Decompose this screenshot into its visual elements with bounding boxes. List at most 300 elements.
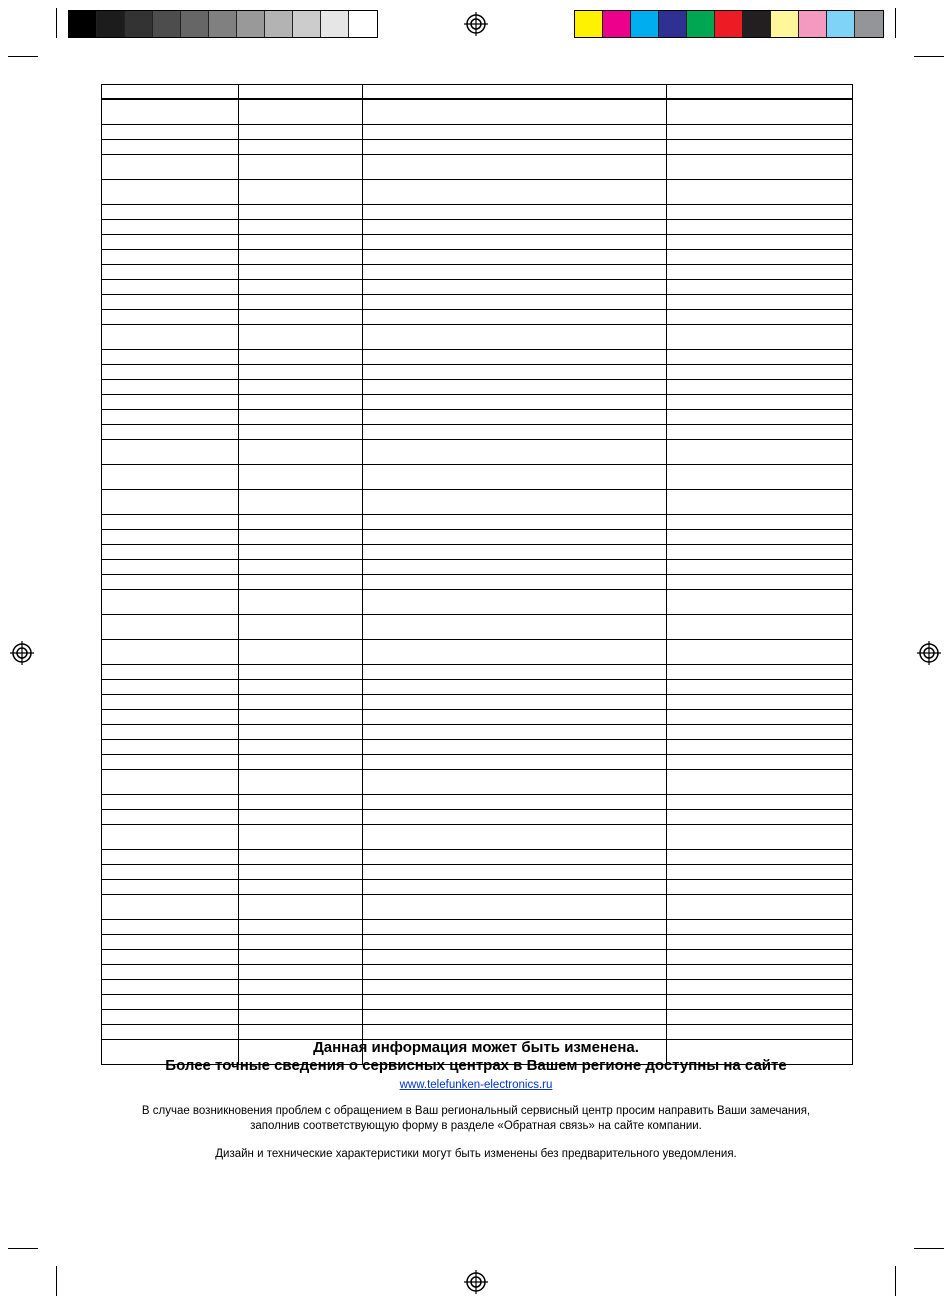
table-row — [102, 965, 853, 980]
table-cell — [667, 980, 853, 995]
table-cell — [102, 295, 239, 310]
table-row — [102, 395, 853, 410]
table-cell — [667, 205, 853, 220]
table-cell — [667, 755, 853, 770]
table-row — [102, 235, 853, 250]
color-swatch — [97, 11, 125, 37]
table-cell — [102, 850, 239, 865]
table-row — [102, 665, 853, 680]
table-cell — [102, 350, 239, 365]
table-cell — [239, 920, 363, 935]
table-cell — [239, 410, 363, 425]
design-disclaimer: Дизайн и технические характеристики могут быть изменены без предварительного уведомления. — [215, 1148, 737, 1160]
table-cell — [363, 810, 667, 825]
table-row — [102, 880, 853, 895]
table-cell — [363, 280, 667, 295]
table-cell — [667, 795, 853, 810]
color-swatch — [265, 11, 293, 37]
table-cell — [667, 365, 853, 380]
table-cell — [239, 1010, 363, 1025]
table-cell — [667, 250, 853, 265]
table-cell — [667, 490, 853, 515]
table-cell — [667, 935, 853, 950]
table-cell — [102, 740, 239, 755]
table-cell — [102, 425, 239, 440]
table-cell — [239, 695, 363, 710]
table-cell — [239, 440, 363, 465]
service-center-table — [101, 84, 853, 1065]
table-row — [102, 755, 853, 770]
table-cell — [363, 265, 667, 280]
table-cell — [102, 920, 239, 935]
table-cell — [239, 865, 363, 880]
table-cell — [239, 665, 363, 680]
color-swatch — [69, 11, 97, 37]
color-swatch — [237, 11, 265, 37]
table-cell — [667, 965, 853, 980]
table-row — [102, 680, 853, 695]
notice-change-warning: Данная информация может быть изменена. — [313, 1039, 639, 1056]
color-swatch — [799, 11, 827, 37]
table-cell — [363, 310, 667, 325]
table-cell — [239, 590, 363, 615]
feedback-text-line2: заполнив соответствующую форму в разделе «Обратная связь» на сайте компании. — [250, 1120, 702, 1132]
crop-mark — [56, 1266, 57, 1296]
table-row — [102, 710, 853, 725]
table-cell — [667, 710, 853, 725]
table-cell — [363, 350, 667, 365]
table-row — [102, 560, 853, 575]
table-cell — [363, 465, 667, 490]
table-row — [102, 220, 853, 235]
color-swatch — [687, 11, 715, 37]
table-cell — [239, 295, 363, 310]
table-cell — [102, 515, 239, 530]
table-row — [102, 615, 853, 640]
table-row — [102, 740, 853, 755]
table-cell — [667, 515, 853, 530]
table-cell — [363, 365, 667, 380]
table-row — [102, 515, 853, 530]
table-cell — [363, 1010, 667, 1025]
table-cell — [239, 740, 363, 755]
table-cell — [102, 180, 239, 205]
table-cell — [363, 575, 667, 590]
table-cell — [667, 725, 853, 740]
table-row — [102, 1025, 853, 1040]
table-cell — [239, 395, 363, 410]
table-row — [102, 350, 853, 365]
crop-mark — [8, 1248, 38, 1249]
crop-mark — [895, 1266, 896, 1296]
table-cell — [102, 280, 239, 295]
table-row — [102, 490, 853, 515]
table-cell — [363, 155, 667, 180]
table-cell — [363, 545, 667, 560]
table-cell — [102, 140, 239, 155]
table-cell — [363, 425, 667, 440]
registration-target-icon — [464, 12, 488, 36]
table-row — [102, 440, 853, 465]
table-cell — [102, 325, 239, 350]
table-cell — [363, 490, 667, 515]
table-row — [102, 995, 853, 1010]
table-cell — [363, 640, 667, 665]
table-row — [102, 950, 853, 965]
table-row — [102, 125, 853, 140]
table-cell — [239, 350, 363, 365]
table-cell — [102, 125, 239, 140]
table-row — [102, 180, 853, 205]
table-cell — [667, 235, 853, 250]
table-cell — [102, 310, 239, 325]
table-cell — [239, 545, 363, 560]
registration-target-icon — [464, 1270, 488, 1294]
table-cell — [239, 280, 363, 295]
table-cell — [363, 770, 667, 795]
table-cell — [102, 465, 239, 490]
table-cell — [363, 140, 667, 155]
table-cell — [102, 710, 239, 725]
table-cell — [667, 575, 853, 590]
color-swatch — [125, 11, 153, 37]
table-cell — [667, 950, 853, 965]
table-row — [102, 980, 853, 995]
color-swatch — [153, 11, 181, 37]
table-cell — [102, 235, 239, 250]
table-cell — [667, 410, 853, 425]
table-row — [102, 810, 853, 825]
table-cell — [102, 205, 239, 220]
header-cell — [239, 85, 363, 100]
table-cell — [239, 250, 363, 265]
table-cell — [667, 380, 853, 395]
color-swatch — [715, 11, 743, 37]
table-cell — [363, 1025, 667, 1040]
table-cell — [239, 755, 363, 770]
table-cell — [239, 710, 363, 725]
table-cell — [363, 380, 667, 395]
table-row — [102, 895, 853, 920]
table-row — [102, 770, 853, 795]
table-cell — [363, 680, 667, 695]
table-cell — [363, 755, 667, 770]
table-cell — [363, 440, 667, 465]
table-cell — [667, 850, 853, 865]
table-cell — [239, 220, 363, 235]
table-cell — [667, 825, 853, 850]
table-cell — [667, 865, 853, 880]
table-cell — [102, 665, 239, 680]
table-cell — [363, 895, 667, 920]
table-body — [102, 85, 853, 1065]
table-cell — [102, 810, 239, 825]
crop-mark — [56, 8, 57, 38]
table-cell — [239, 99, 363, 125]
table-cell — [363, 515, 667, 530]
table-cell — [239, 880, 363, 895]
table-cell — [102, 795, 239, 810]
table-cell — [102, 935, 239, 950]
table-cell — [239, 560, 363, 575]
table-cell — [667, 895, 853, 920]
table-cell — [667, 640, 853, 665]
table-cell — [667, 465, 853, 490]
header-cell — [102, 85, 239, 100]
table-cell — [667, 220, 853, 235]
table-cell — [667, 995, 853, 1010]
table-cell — [363, 295, 667, 310]
table-cell — [667, 125, 853, 140]
table-cell — [102, 880, 239, 895]
table-cell — [667, 1010, 853, 1025]
table-cell — [667, 1025, 853, 1040]
table-row — [102, 280, 853, 295]
table-row — [102, 410, 853, 425]
registration-target-icon — [917, 641, 941, 665]
color-swatch — [771, 11, 799, 37]
table-row — [102, 250, 853, 265]
crop-mark — [914, 1248, 944, 1249]
table-cell — [239, 680, 363, 695]
table-cell — [363, 530, 667, 545]
table-row — [102, 850, 853, 865]
table-cell — [102, 695, 239, 710]
table-cell — [667, 280, 853, 295]
table-cell — [239, 325, 363, 350]
table-row — [102, 575, 853, 590]
table-cell — [239, 575, 363, 590]
table-cell — [102, 410, 239, 425]
table-cell — [363, 795, 667, 810]
table-cell — [102, 995, 239, 1010]
table-cell — [102, 99, 239, 125]
table-cell — [667, 810, 853, 825]
table-cell — [667, 920, 853, 935]
table-cell — [667, 680, 853, 695]
table-row — [102, 640, 853, 665]
table-cell — [667, 395, 853, 410]
crop-mark — [914, 56, 944, 57]
table-cell — [102, 965, 239, 980]
color-swatch — [659, 11, 687, 37]
table-cell — [667, 590, 853, 615]
color-swatch — [827, 11, 855, 37]
table-row — [102, 365, 853, 380]
table-cell — [102, 615, 239, 640]
table-row — [102, 695, 853, 710]
table-header-row — [102, 85, 853, 100]
color-swatch — [575, 11, 603, 37]
table-cell — [239, 980, 363, 995]
table-cell — [667, 99, 853, 125]
table-cell — [363, 980, 667, 995]
table-cell — [667, 350, 853, 365]
table-cell — [667, 615, 853, 640]
table-cell — [102, 895, 239, 920]
table-cell — [239, 770, 363, 795]
table-cell — [239, 365, 363, 380]
table-cell — [667, 295, 853, 310]
table-cell — [102, 365, 239, 380]
table-cell — [363, 125, 667, 140]
table-cell — [239, 235, 363, 250]
table-cell — [239, 490, 363, 515]
table-cell — [363, 205, 667, 220]
table-cell — [102, 1010, 239, 1025]
grayscale-swatch-bar — [68, 10, 378, 38]
header-cell — [363, 85, 667, 100]
table-cell — [239, 640, 363, 665]
table-row — [102, 825, 853, 850]
table-cell — [667, 265, 853, 280]
table-cell — [363, 740, 667, 755]
table-cell — [102, 725, 239, 740]
table-cell — [239, 895, 363, 920]
table-row — [102, 265, 853, 280]
table-cell — [239, 935, 363, 950]
table-row — [102, 425, 853, 440]
table-cell — [239, 180, 363, 205]
table-cell — [239, 515, 363, 530]
table-cell — [239, 265, 363, 280]
table-cell — [363, 880, 667, 895]
table-cell — [239, 205, 363, 220]
color-swatch-bar — [574, 10, 884, 38]
table-cell — [102, 250, 239, 265]
table-row — [102, 1010, 853, 1025]
table-row — [102, 380, 853, 395]
table-cell — [363, 665, 667, 680]
table-cell — [667, 425, 853, 440]
table-row — [102, 865, 853, 880]
table-cell — [102, 590, 239, 615]
registration-target-icon — [10, 641, 34, 665]
table-cell — [363, 590, 667, 615]
table-cell — [239, 850, 363, 865]
table-cell — [102, 640, 239, 665]
table-cell — [363, 710, 667, 725]
table-row — [102, 140, 853, 155]
table-cell — [102, 755, 239, 770]
table-cell — [102, 395, 239, 410]
table-cell — [667, 740, 853, 755]
table-cell — [667, 310, 853, 325]
table-row — [102, 545, 853, 560]
table-cell — [363, 395, 667, 410]
header-cell — [667, 85, 853, 100]
table-row — [102, 310, 853, 325]
table-row — [102, 465, 853, 490]
table-cell — [363, 325, 667, 350]
table-cell — [102, 980, 239, 995]
color-swatch — [855, 11, 883, 37]
table-row — [102, 590, 853, 615]
table-cell — [363, 920, 667, 935]
table-cell — [667, 560, 853, 575]
table-cell — [363, 560, 667, 575]
notice-website-info: Более точные сведения о сервисных центрах в Вашем регионе доступны на сайте — [165, 1057, 787, 1074]
table-cell — [239, 810, 363, 825]
table-cell — [102, 545, 239, 560]
table-cell — [667, 665, 853, 680]
table-cell — [239, 140, 363, 155]
table-cell — [239, 615, 363, 640]
table-cell — [239, 380, 363, 395]
table-cell — [239, 310, 363, 325]
table-row — [102, 99, 853, 125]
table-cell — [363, 99, 667, 125]
table-row — [102, 530, 853, 545]
table-row — [102, 325, 853, 350]
table-cell — [363, 220, 667, 235]
table-cell — [363, 615, 667, 640]
table-cell — [363, 410, 667, 425]
table-cell — [102, 155, 239, 180]
color-swatch — [209, 11, 237, 37]
table-cell — [102, 1025, 239, 1040]
table-cell — [363, 825, 667, 850]
table-row — [102, 155, 853, 180]
table-cell — [102, 530, 239, 545]
table-cell — [102, 380, 239, 395]
table-row — [102, 725, 853, 740]
table-cell — [667, 880, 853, 895]
table-cell — [363, 725, 667, 740]
table-cell — [239, 465, 363, 490]
table-cell — [239, 725, 363, 740]
table-cell — [102, 490, 239, 515]
table-cell — [239, 795, 363, 810]
table-cell — [239, 425, 363, 440]
table-cell — [102, 220, 239, 235]
table-cell — [102, 950, 239, 965]
table-cell — [102, 575, 239, 590]
table-cell — [363, 995, 667, 1010]
table-cell — [363, 935, 667, 950]
table-cell — [239, 1025, 363, 1040]
color-swatch — [349, 11, 377, 37]
table-cell — [102, 560, 239, 575]
table-cell — [363, 250, 667, 265]
table-cell — [102, 265, 239, 280]
table-cell — [239, 155, 363, 180]
table-cell — [239, 125, 363, 140]
table-cell — [667, 695, 853, 710]
table-cell — [239, 530, 363, 545]
table-row — [102, 935, 853, 950]
color-swatch — [321, 11, 349, 37]
table-cell — [667, 180, 853, 205]
feedback-text-line1: В случае возникновения проблем с обращением в Ваш региональный сервисный центр просим направить Ваши замечания, — [141, 1105, 811, 1117]
table-cell — [239, 965, 363, 980]
table-cell — [667, 440, 853, 465]
table-cell — [239, 825, 363, 850]
table-row — [102, 795, 853, 810]
table-row — [102, 205, 853, 220]
table-cell — [239, 995, 363, 1010]
table-cell — [667, 325, 853, 350]
table-cell — [102, 680, 239, 695]
table-cell — [363, 950, 667, 965]
table-cell — [102, 865, 239, 880]
table-cell — [363, 235, 667, 250]
table-cell — [102, 770, 239, 795]
website-link[interactable]: www.telefunken-electronics.ru — [399, 1079, 553, 1091]
table-cell — [102, 440, 239, 465]
table-row — [102, 920, 853, 935]
table-cell — [363, 965, 667, 980]
